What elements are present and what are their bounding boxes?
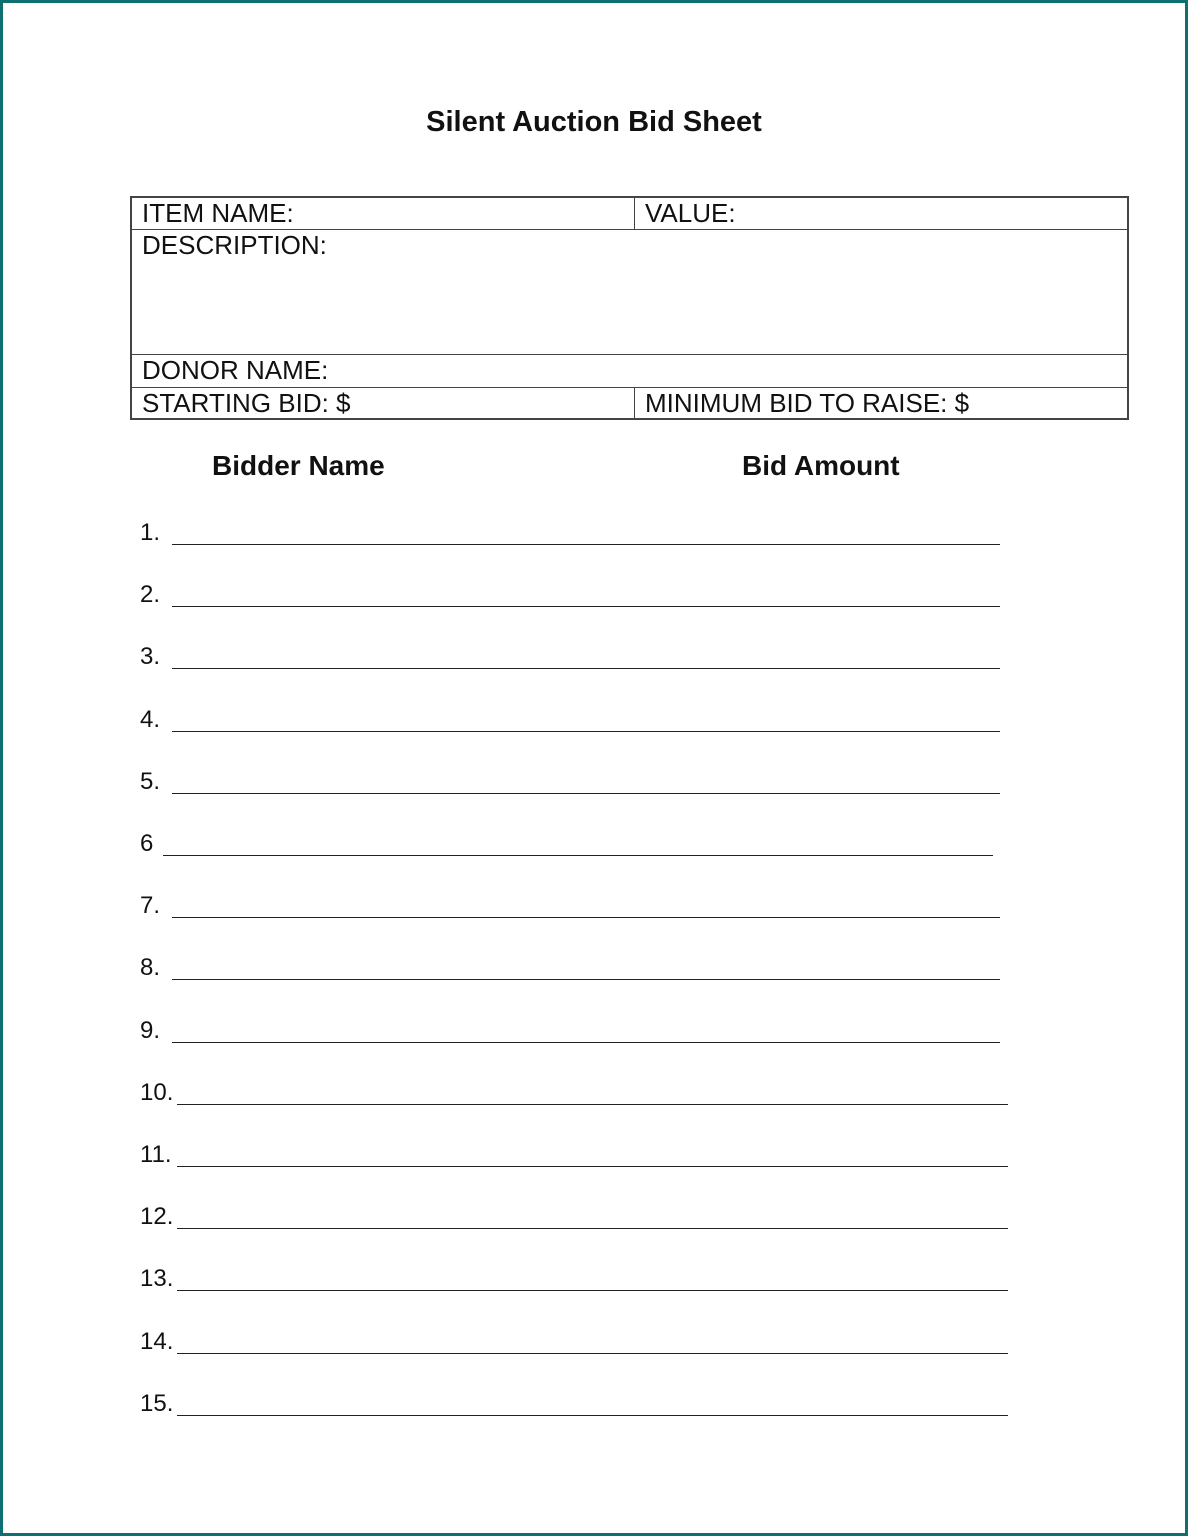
- item-info-table: [130, 196, 1129, 420]
- starting-bid-field[interactable]: STARTING BID: $: [142, 388, 351, 418]
- row-number: 2.: [140, 581, 161, 609]
- bid-entry-line[interactable]: [172, 917, 1000, 918]
- bid-entry-line[interactable]: [177, 1104, 1008, 1105]
- bid-entry-line[interactable]: [177, 1228, 1008, 1229]
- row-number: 9.: [140, 1016, 161, 1044]
- item-name-field[interactable]: ITEM NAME:: [142, 198, 294, 228]
- row-number: 14.: [140, 1327, 174, 1355]
- bid-entry-line[interactable]: [172, 544, 1000, 545]
- row-number: 4.: [140, 705, 161, 733]
- bid-entry-line[interactable]: [172, 731, 1000, 732]
- bid-entry-line[interactable]: [177, 1415, 1008, 1416]
- donor-name-field[interactable]: DONOR NAME:: [142, 355, 329, 385]
- row-number: 12.: [140, 1203, 174, 1231]
- bid-entry-line[interactable]: [172, 606, 1000, 607]
- row-number: 1.: [140, 519, 161, 546]
- divider: [634, 198, 635, 229]
- bid-entry-line[interactable]: [172, 979, 1000, 980]
- row-number: 6: [140, 830, 154, 857]
- description-field[interactable]: DESCRIPTION:: [142, 230, 327, 260]
- row-number: 15.: [140, 1389, 174, 1417]
- bid-entry-line[interactable]: [177, 1353, 1008, 1354]
- row-number: 5.: [140, 767, 161, 795]
- bidder-name-header: Bidder Name: [212, 450, 385, 481]
- page-title: Silent Auction Bid Sheet: [426, 106, 762, 138]
- value-field[interactable]: VALUE:: [645, 198, 736, 228]
- bid-entry-line[interactable]: [172, 793, 1000, 794]
- bid-entry-line[interactable]: [172, 668, 1000, 669]
- row-number: 13.: [140, 1265, 174, 1293]
- bid-entry-line[interactable]: [177, 1290, 1008, 1291]
- minimum-bid-field[interactable]: MINIMUM BID TO RAISE: $: [645, 388, 970, 418]
- row-number: 3.: [140, 643, 161, 671]
- row-number: 8.: [140, 954, 161, 982]
- bid-entry-line[interactable]: [163, 855, 993, 856]
- row-number: 11.: [140, 1141, 172, 1168]
- row-number: 10.: [140, 1078, 174, 1106]
- bid-entry-line[interactable]: [172, 1042, 1000, 1043]
- bid-amount-header: Bid Amount: [742, 450, 900, 481]
- row-number: 7.: [140, 892, 161, 920]
- bid-entry-line[interactable]: [177, 1166, 1008, 1167]
